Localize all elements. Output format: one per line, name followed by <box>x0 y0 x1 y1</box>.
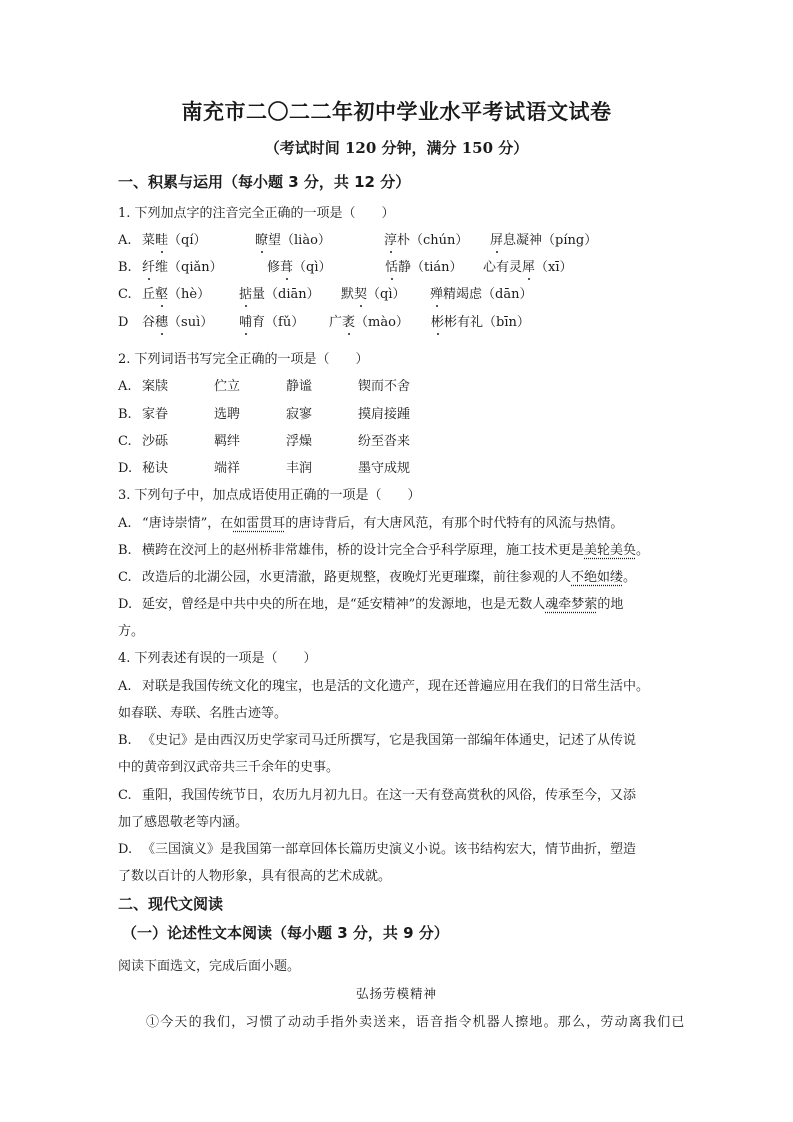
question-4-option-c-cont: 加了感恩敬老等内涵。 <box>118 815 249 830</box>
option-item: 恬静（tián） <box>385 260 463 275</box>
question-3-option-b: B. 横跨在洨河上的赵州桥非常雄伟，桥的设计完全合乎科学原理，施工技术更是美轮美奂。 <box>118 543 650 558</box>
option-item: 默契（qì） <box>341 287 406 302</box>
question-2-stem: 2. 下列词语书写完全正确的一项是（ ） <box>118 352 369 367</box>
section-2-heading: 二、现代文阅读 <box>118 895 224 913</box>
document-title: 南充市二〇二二年初中学业水平考试语文试卷 <box>181 100 612 124</box>
option-item: 心有灵犀（xī） <box>483 260 573 275</box>
question-1-stem: 1. 下列加点字的注音完全正确的一项是（ ） <box>118 206 395 221</box>
question-4-option-b: B. 《史记》是由西汉历史学家司马迁所撰写，它是我国第一部编年体通史，记述了从传说 <box>118 733 637 748</box>
dotted-idiom: 魂牵梦萦 <box>545 597 598 612</box>
section-1-heading: 一、积累与运用（每小题 3 分，共 12 分） <box>118 173 411 191</box>
question-3-option-c: C. 改造后的北湖公园，水更清澈，路更规整，夜晚灯光更璀璨，前往参观的人不绝如缕。 <box>118 570 637 585</box>
option-item: 丘壑（hè） <box>142 287 211 302</box>
question-4-option-d-cont: 了数以百计的人物形象，具有很高的艺术成就。 <box>118 869 392 884</box>
option-label: C. <box>118 287 132 302</box>
question-1-option-d <box>118 311 530 330</box>
question-4-option-b-cont: 中的黄帝到汉武帝共三千余年的史事。 <box>118 760 340 775</box>
question-1-option-c <box>118 283 532 302</box>
option-item: 殚精竭虑（dān） <box>430 287 533 302</box>
question-2-option-c: C. 沙砾 羁绊 浮燥 纷至沓来 <box>118 434 411 449</box>
option-item: 广袤（mào） <box>329 315 409 330</box>
option-label: A. <box>118 233 132 248</box>
option-item: 哺育（fǔ） <box>239 315 305 330</box>
question-1-option-b <box>118 256 573 275</box>
question-2-option-d: D. 秘诀 端祥 丰润 墨守成规 <box>118 461 411 476</box>
option-item: 掂量（diān） <box>239 287 320 302</box>
question-3-option-d: D. 延安，曾经是中共中央的所在地，是“延安精神”的发源地，也是无数人魂牵梦萦的地 <box>118 597 624 612</box>
document-subtitle: （考试时间 120 分钟，满分 150 分） <box>264 139 529 157</box>
question-3-option-d-cont: 方。 <box>118 624 145 639</box>
reading-instruction: 阅读下面选文，完成后面小题。 <box>118 959 301 974</box>
dotted-idiom: 不绝如缕 <box>571 570 624 585</box>
option-label: B. <box>118 260 132 275</box>
option-item: 屏息凝神（píng） <box>490 233 598 248</box>
question-2-option-b: B. 家眷 选聘 寂寥 摸肩接踵 <box>118 407 411 422</box>
question-2-option-a: A. 案牍 伫立 静谧 锲而不舍 <box>118 379 411 394</box>
option-item: 修葺（qì） <box>267 260 332 275</box>
question-4-option-c: C. 重阳，我国传统节日，农历九月初九日。在这一天有登高赏秋的风俗，传承至今，又添 <box>118 788 637 803</box>
option-item: 瞭望（liào） <box>255 233 331 248</box>
question-4-option-d: D. 《三国演义》是我国第一部章回体长篇历史演义小说。该书结构宏大，情节曲折，塑造 <box>118 842 637 857</box>
question-4-option-a-cont: 如春联、寿联、名胜古迹等。 <box>118 706 288 721</box>
option-item: 纤维（qiǎn） <box>142 260 223 275</box>
passage-paragraph-1: ①今天的我们，习惯了动动手指外卖送来，语音指令机器人擦地。那么，劳动离我们已 <box>146 1015 686 1030</box>
question-3-stem: 3. 下列句子中，加点成语使用正确的一项是（ ） <box>118 488 421 503</box>
dotted-idiom: 美轮美奂 <box>584 543 637 558</box>
question-4-option-a: A. 对联是我国传统文化的瑰宝，也是活的文化遗产，现在还普遍应用在我们的日常生活中。 <box>118 679 650 694</box>
option-label: D <box>118 315 129 330</box>
section-2-subheading: （一）论述性文本阅读（每小题 3 分，共 9 分） <box>122 924 449 942</box>
option-item: 彬彬有礼（bīn） <box>431 315 530 330</box>
option-item: 菜畦（qí） <box>142 233 207 248</box>
option-item: 谷穗（suì） <box>142 315 214 330</box>
question-1-option-a <box>118 229 597 248</box>
question-4-stem: 4. 下列表述有误的一项是（ ） <box>118 651 317 666</box>
passage-title: 弘扬劳模精神 <box>355 986 437 1001</box>
option-item: 淳朴（chún） <box>384 233 469 248</box>
dotted-idiom: 如雷贯耳 <box>233 516 286 531</box>
question-3-option-a: A. “唐诗崇情”，在如雷贯耳的唐诗背后，有大唐风范，有那个时代特有的风流与热情。 <box>118 516 624 531</box>
